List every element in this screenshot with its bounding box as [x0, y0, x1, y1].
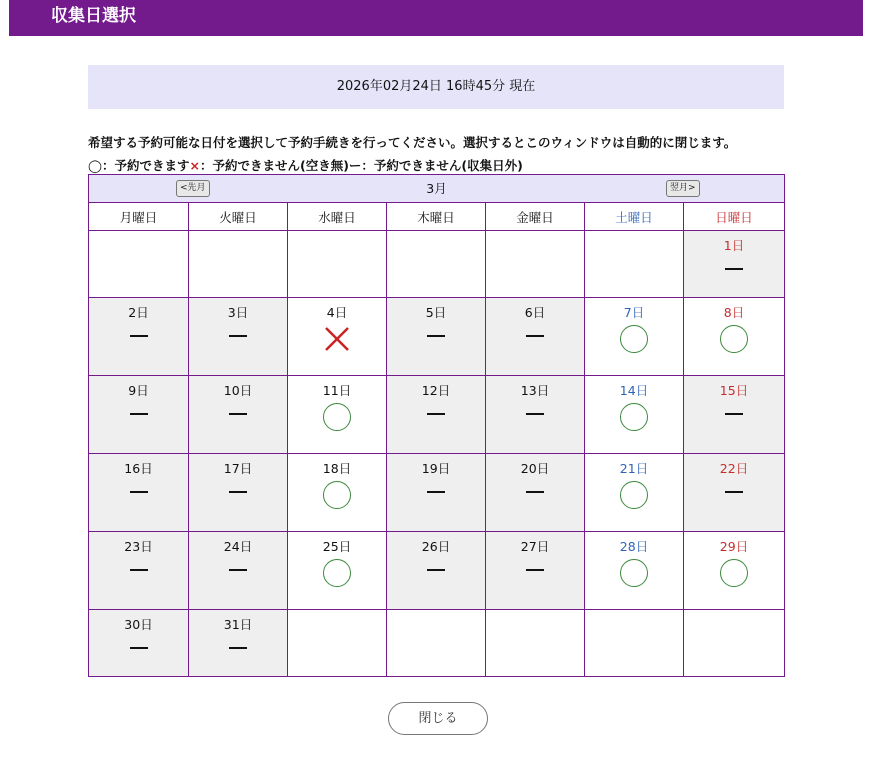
- day-number: 7日: [623, 305, 645, 320]
- instruction-text: 希望する予約可能な日付を選択して予約手続きを行ってください。選択するとこのウィンドウは自動的に閉じます。: [88, 135, 737, 150]
- day-number: 31日: [223, 617, 253, 632]
- empty-day-cell: [387, 610, 486, 677]
- next-month-button[interactable]: 翌月>: [666, 180, 700, 197]
- weekday-sun: 日曜日: [684, 203, 785, 231]
- weekday-mon: 月曜日: [89, 203, 189, 231]
- day-number: 9日: [128, 383, 149, 398]
- weekday-wed: 水曜日: [288, 203, 387, 231]
- page-title: 収集日選択: [51, 6, 136, 26]
- day-number: 23日: [124, 539, 153, 554]
- day-number: 3日: [227, 305, 249, 320]
- day-cell[interactable]: [585, 298, 684, 376]
- day-cell: [486, 376, 585, 454]
- calendar-week-row: [89, 454, 785, 532]
- day-cell[interactable]: [585, 376, 684, 454]
- day-number: 29日: [719, 539, 749, 554]
- legend-full: ：予約できません(空き無): [199, 158, 349, 173]
- day-number: 20日: [520, 461, 550, 476]
- calendar-week-row: [89, 298, 785, 376]
- day-cell: [189, 454, 288, 532]
- day-number: 15日: [719, 383, 749, 398]
- unavailable-dash-icon: [526, 335, 544, 337]
- day-cell: [189, 298, 288, 376]
- day-cell: [486, 454, 585, 532]
- empty-day-cell: [585, 610, 684, 677]
- unavailable-dash-icon: [229, 335, 247, 337]
- empty-day-cell: [486, 610, 585, 677]
- day-number: 10日: [223, 383, 253, 398]
- unavailable-dash-icon: [130, 335, 148, 337]
- day-cell[interactable]: [288, 532, 387, 610]
- calendar-table: [88, 174, 785, 677]
- weekday-tue: 火曜日: [189, 203, 288, 231]
- empty-day-cell: [684, 610, 785, 677]
- calendar-week-row: [89, 376, 785, 454]
- day-cell: [387, 298, 486, 376]
- day-cell: [387, 376, 486, 454]
- empty-day-cell: [288, 231, 387, 298]
- unavailable-dash-icon: [130, 647, 148, 649]
- day-number: 22日: [719, 461, 749, 476]
- day-cell: [288, 298, 387, 376]
- unavailable-dash-icon: [130, 491, 148, 493]
- month-label: 3月: [426, 181, 447, 196]
- day-number: 5日: [425, 305, 447, 320]
- prev-month-button[interactable]: <先月: [176, 180, 210, 197]
- unavailable-dash-icon: [130, 569, 148, 571]
- unavailable-dash-icon: [229, 647, 247, 649]
- day-cell: [684, 454, 785, 532]
- unavailable-dash-icon: [229, 569, 247, 571]
- current-datetime: 2026年02月24日 16時45分 現在: [88, 65, 784, 109]
- day-number: 27日: [520, 539, 550, 554]
- day-cell: [486, 298, 585, 376]
- unavailable-dash-icon: [526, 569, 544, 571]
- day-number: 16日: [124, 461, 153, 476]
- day-cell: [387, 532, 486, 610]
- day-cell: [89, 298, 189, 376]
- unavailable-dash-icon: [427, 413, 445, 415]
- empty-day-cell: [387, 231, 486, 298]
- legend-full-mark: ×: [189, 158, 200, 173]
- unavailable-dash-icon: [725, 413, 743, 415]
- page-header: [9, 0, 863, 36]
- day-cell: [684, 376, 785, 454]
- day-number: 8日: [723, 305, 745, 320]
- unavailable-dash-icon: [427, 569, 445, 571]
- empty-day-cell: [486, 231, 585, 298]
- day-number: 12日: [421, 383, 451, 398]
- available-circle-icon[interactable]: [720, 559, 748, 587]
- day-number: 30日: [124, 617, 153, 632]
- unavailable-dash-icon: [130, 413, 148, 415]
- day-cell[interactable]: [288, 376, 387, 454]
- available-circle-icon[interactable]: [620, 325, 648, 353]
- day-cell: [189, 376, 288, 454]
- calendar-week-row: [89, 532, 785, 610]
- empty-day-cell: [288, 610, 387, 677]
- day-cell[interactable]: [288, 454, 387, 532]
- unavailable-dash-icon: [229, 491, 247, 493]
- unavailable-dash-icon: [526, 491, 544, 493]
- full-cross-icon: [324, 326, 350, 352]
- day-cell: [486, 532, 585, 610]
- day-number: 26日: [421, 539, 451, 554]
- available-circle-icon[interactable]: [620, 481, 648, 509]
- calendar-week-row: [89, 231, 785, 298]
- month-nav-row: [89, 175, 785, 203]
- day-number: 17日: [223, 461, 253, 476]
- unavailable-dash-icon: [427, 335, 445, 337]
- day-cell: [189, 610, 288, 677]
- available-circle-icon[interactable]: [323, 403, 351, 431]
- day-number: 25日: [322, 539, 352, 554]
- available-circle-icon[interactable]: [620, 559, 648, 587]
- day-number: 11日: [322, 383, 352, 398]
- day-number: 28日: [619, 539, 649, 554]
- available-circle-icon[interactable]: [620, 403, 648, 431]
- day-number: 24日: [223, 539, 253, 554]
- available-circle-icon[interactable]: [323, 481, 351, 509]
- weekday-fri: 金曜日: [486, 203, 585, 231]
- day-cell[interactable]: [684, 298, 785, 376]
- weekday-thu: 木曜日: [387, 203, 486, 231]
- day-number: 18日: [322, 461, 352, 476]
- calendar-week-row: [89, 610, 785, 677]
- day-number: 6日: [524, 305, 546, 320]
- available-circle-icon[interactable]: [323, 559, 351, 587]
- day-number: 13日: [520, 383, 550, 398]
- unavailable-dash-icon: [526, 413, 544, 415]
- unavailable-dash-icon: [725, 491, 743, 493]
- legend: [88, 156, 523, 174]
- day-number: 4日: [326, 305, 348, 320]
- day-number: 2日: [128, 305, 149, 320]
- day-cell: [89, 454, 189, 532]
- day-number: 19日: [421, 461, 451, 476]
- day-cell: [89, 610, 189, 677]
- legend-outside: ー：予約できません(収集日外): [348, 158, 523, 173]
- day-number: 21日: [619, 461, 649, 476]
- unavailable-dash-icon: [229, 413, 247, 415]
- day-cell: [387, 454, 486, 532]
- close-button[interactable]: 閉じる: [388, 702, 488, 735]
- unavailable-dash-icon: [427, 491, 445, 493]
- day-cell[interactable]: [684, 532, 785, 610]
- day-cell[interactable]: [585, 532, 684, 610]
- available-circle-icon[interactable]: [720, 325, 748, 353]
- empty-day-cell: [189, 231, 288, 298]
- day-number: 1日: [723, 238, 745, 253]
- legend-available: ◯：予約できます: [88, 158, 190, 173]
- weekday-header-row: [89, 203, 785, 231]
- day-cell: [89, 376, 189, 454]
- empty-day-cell: [89, 231, 189, 298]
- unavailable-dash-icon: [725, 268, 743, 270]
- day-cell: [684, 231, 785, 298]
- day-cell: [89, 532, 189, 610]
- empty-day-cell: [585, 231, 684, 298]
- day-cell[interactable]: [585, 454, 684, 532]
- day-number: 14日: [619, 383, 649, 398]
- weekday-sat: 土曜日: [585, 203, 684, 231]
- day-cell: [189, 532, 288, 610]
